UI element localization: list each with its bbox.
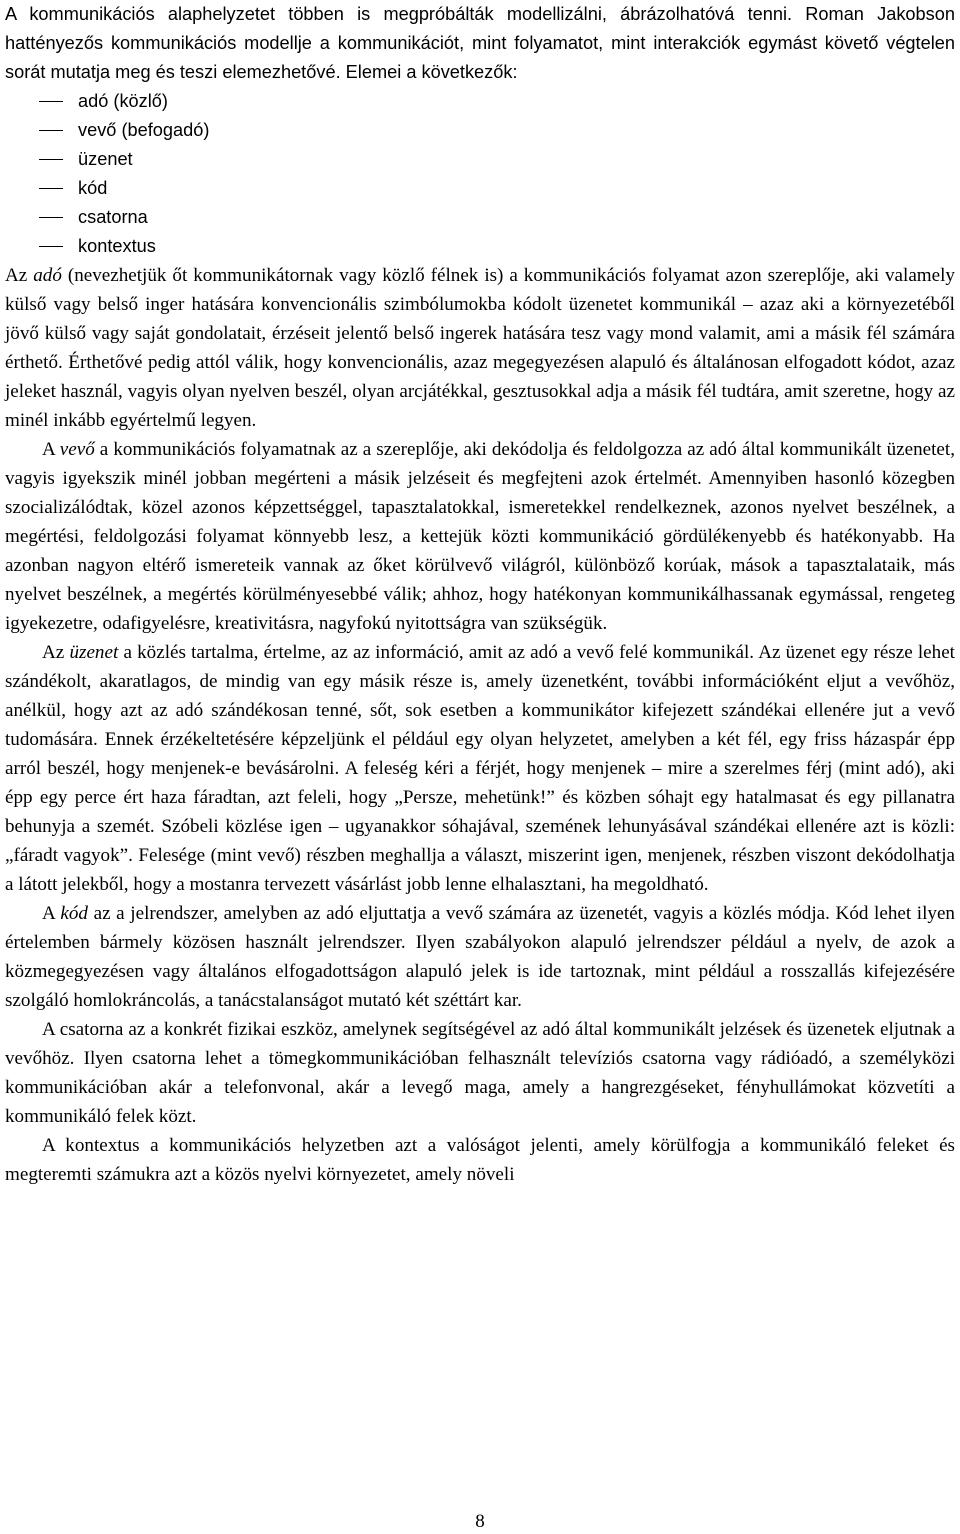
term-vevo: vevő (59, 439, 95, 460)
paragraph-vevo: A vevő a kommunikációs folyamatnak az a szereplője, aki dekódolja és feldolgozza az adó által kommunikált üzenetet, vagyis igyekszik minél jobban megérteni a másik jelzéseit és megfejteni azok értelmét. Amennyiben hasonló közegben szocializálódtak, közel azonos képzettséggel, tapasztalatokkal, ismeretekkel rendelkeznek, azonos nyelvet beszélnek, a megértési, feldolgozási folyamat könnyebb lesz, a kettejük közti kommunikáció gördülékenyebb és hatékonyabb. Ha azonban nagyon eltérő ismereteik vannak az őket körülvevő világról, különböző korúak, mások a tapasztalataik, más nyelvet beszélnek, a megértés körülményesebbé válik; ahhoz, hogy hatékonyan kommunikálhassanak egymással, rengeteg igyekezetre, odafigyelésre, kreativitásra, nagyfokú nyitottságra van szükségük. (5, 439, 955, 634)
list-item: adó (közlő) (5, 87, 955, 116)
list-item: üzenet (5, 145, 955, 174)
paragraph-kontextus: A kontextus a kommunikációs helyzetben azt a valóságot jelenti, amely körülfogja a kommunikáló feleket és megteremti számukra azt a közös nyelvi környezetet, amely növeli (5, 1135, 955, 1185)
list-item: vevő (befogadó) (5, 116, 955, 145)
dash-bullet-icon (39, 217, 63, 218)
dash-bullet-icon (39, 159, 63, 160)
list-item: kontextus (5, 232, 955, 261)
term-uzenet: üzenet (69, 642, 119, 663)
paragraph-csatorna: A csatorna az a konkrét fizikai eszköz, amelynek segítségével az adó által kommunikált jelzések és üzenetek eljutnak a vevőhöz. Ilyen csatorna lehet a tömegkommunikációban felhasznált televíziós csatorna vagy rádióadó, a személyközi kommunikációban akár a telefonvonal, akár a levegő maga, amely a hangrezgéseket, fényhullámokat közvetíti a kommunikáló felek közt. (5, 1019, 955, 1127)
dash-bullet-icon (39, 101, 63, 102)
paragraph-ado: Az adó (nevezhetjük őt kommunikátornak vagy közlő félnek is) a kommunikációs folyamat azon szereplője, aki valamely külső vagy belső inger hatására konvencionális szimbólumokba kódolt üzenetet kommunikál – azaz aki a környezetéből jövő külső vagy saját gondolatait, érzéseit jelentő belső ingerek hatására tesz vagy mond valamit, ami a másik fél számára érthető. Érthetővé pedig attól válik, hogy konvencionális, azaz megegyezésen alapuló és általánosan elfogadott kódot, azaz jeleket használ, vagyis olyan nyelven beszél, olyan arcjátékkal, gesztusokkal adja a másik fél tudtára, amit szeretne, hogy az minél inkább egyértelmű legyen. (5, 265, 955, 431)
model-elements-list (5, 87, 955, 261)
paragraph-uzenet: Az üzenet a közlés tartalma, értelme, az az információ, amit az adó a vevő felé kommunikál. Az üzenet egy része lehet szándékolt, akaratlagos, de mindig van egy másik része is, amely üzenetként, további információként eljut a vevőhöz, anélkül, hogy azt az adó szándékosan tenné, sőt, sok esetben a kommunikátor kifejezett szándékai ellenére jut a vevő tudomására. Ennek érzékeltetésére képzeljünk el például egy olyan helyzetet, amelyben a két fél, egy friss házaspár épp arról beszél, hogy menjenek-e bevásárolni. A feleség kéri a férjét, hogy menjenek – mire a szerelmes férj (mint adó), aki épp egy perce ért haza fáradtan, azt feleli, hogy „Persze, mehetünk!” és közben sóhajt egy hatalmasat és egy pillanatra behunyja a szemét. Szóbeli közlése igen – ugyanakkor sóhajával, szemének lehunyásával szándékai ellenére azt is közli: „fáradt vagyok”. Felesége (mint vevő) részben meghallja a választ, miszerint igen, menjenek, részben viszont dekódolhatja a látott jelekből, hogy a mostanra tervezett vásárlást jobb lenne elhalasztani, ha megoldható. (5, 642, 955, 895)
document-page (5, 0, 955, 1189)
dash-bullet-icon (39, 130, 63, 131)
dash-bullet-icon (39, 188, 63, 189)
dash-bullet-icon (39, 246, 63, 247)
term-kod: kód (60, 903, 88, 924)
term-ado: adó (33, 265, 62, 286)
list-item: csatorna (5, 203, 955, 232)
intro-paragraph: A kommunikációs alaphelyzetet többen is megpróbálták modellizálni, ábrázolhatóvá tenni. Roman Jakobson hattényezős kommunikációs modellje a kommunikációt, mint folyamatot, mint interakciók egymást követő végtelen sorát mutatja meg és teszi elemezhetővé. Elemei a következők: (5, 4, 955, 82)
page-number: 8 (475, 1511, 485, 1532)
paragraph-kod: A kód az a jelrendszer, amelyben az adó eljuttatja a vevő számára az üzenetét, vagyis a közlés módja. Kód lehet ilyen értelemben bármely közösen használt jelrendszer. Ilyen szabályokon alapuló jelrendszer például a nyelv, de azok a közmegegyezésen vagy általános elfogadottságon alapuló jelek is ide tartoznak, mint például a rosszallás kifejezésére szolgáló homlokráncolás, a tanácstalanságot mutató két széttárt kar. (5, 903, 955, 1011)
list-item: kód (5, 174, 955, 203)
